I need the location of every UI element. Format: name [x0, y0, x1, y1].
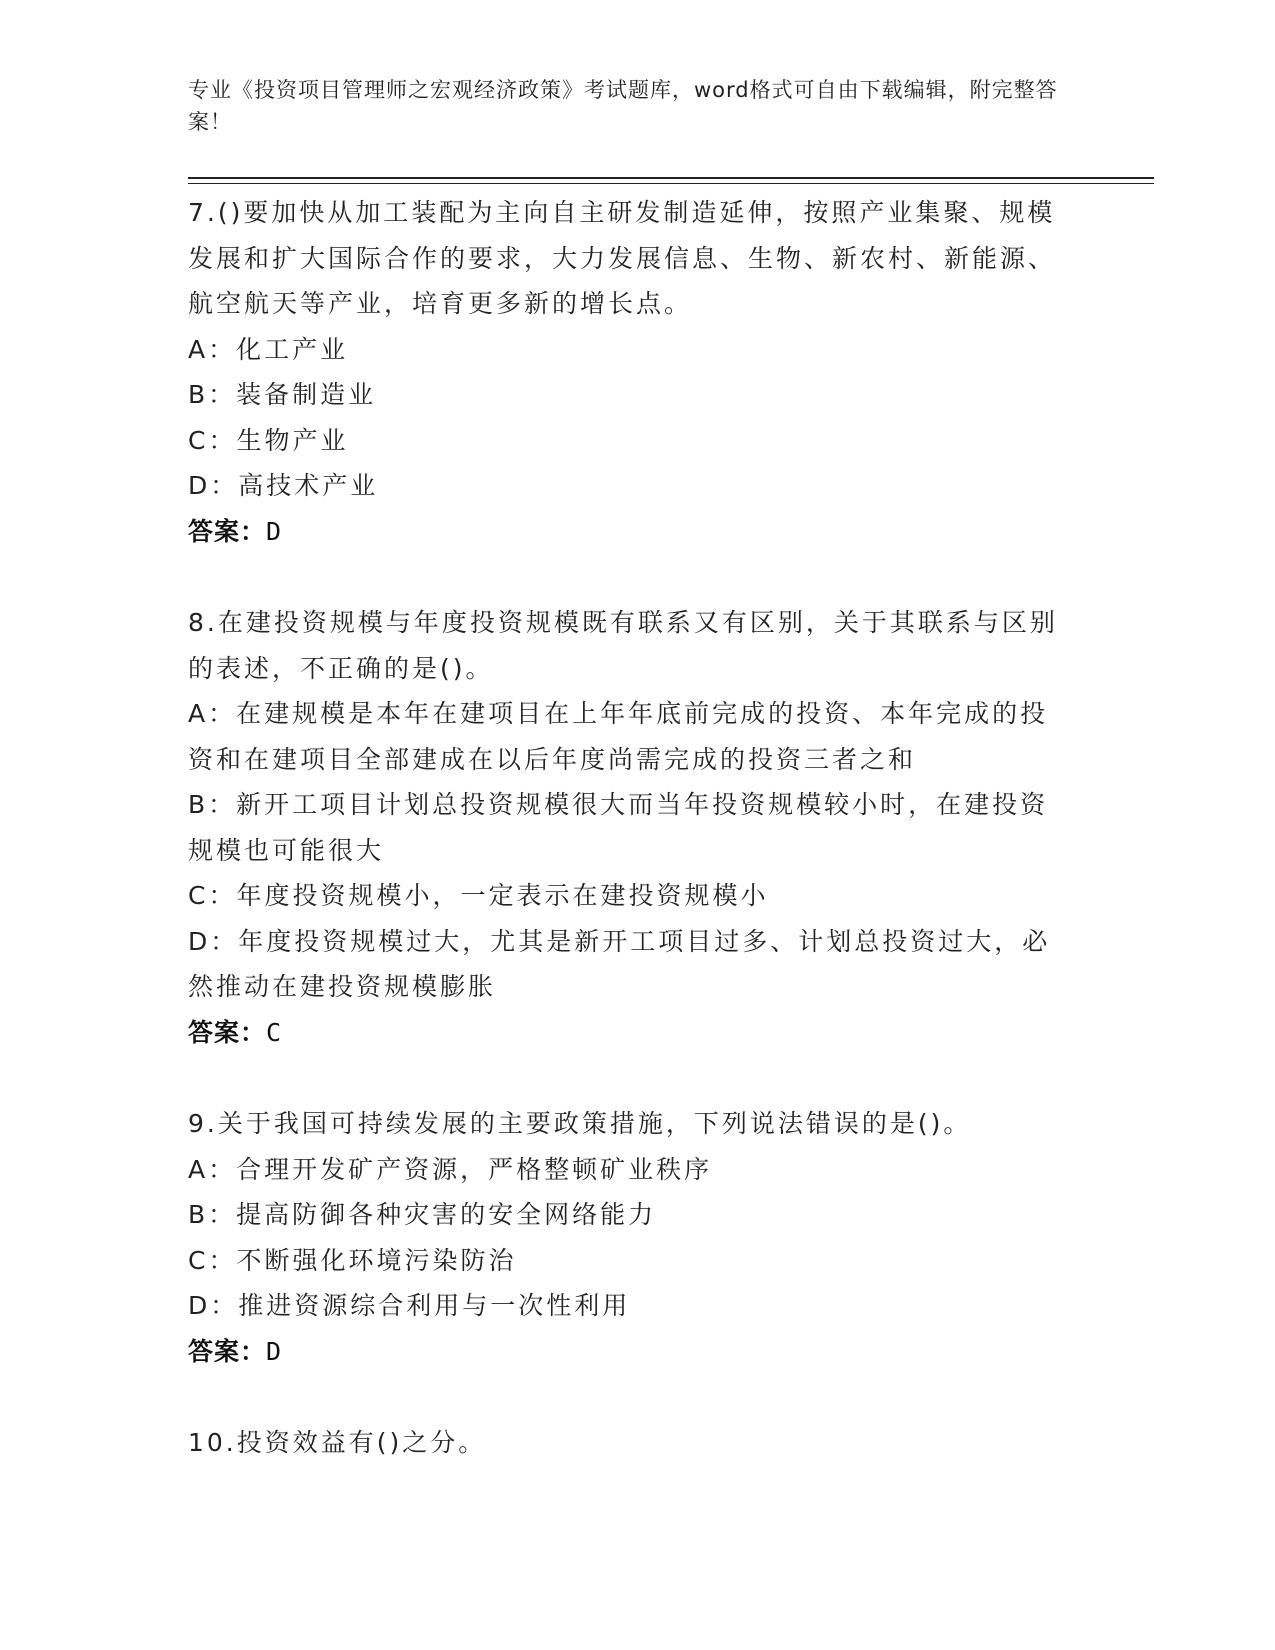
option-c: C：不断强化环境污染防治 — [188, 1245, 517, 1275]
answer-label: 答案： — [188, 1336, 267, 1366]
answer-label: 答案： — [188, 516, 267, 546]
answer-label: 答案： — [188, 1017, 267, 1047]
option-a: A：合理开发矿产资源，严格整顿矿业秩序 — [188, 1154, 713, 1184]
option-b: B：提高防御各种灾害的安全网络能力 — [188, 1200, 657, 1229]
answer-line — [188, 1329, 1068, 1375]
question-7 — [188, 190, 1068, 554]
answer-line — [188, 509, 1068, 555]
header-divider-thin — [188, 183, 1154, 184]
question-list — [188, 190, 1068, 1512]
option-d: D：高技术产业 — [188, 471, 379, 500]
answer-value: C — [266, 1017, 283, 1047]
question-10 — [188, 1420, 1068, 1466]
question-text: 10.投资效益有()之分。 — [188, 1428, 487, 1457]
header-divider-thick — [188, 177, 1154, 179]
question-text: 8.在建投资规模与年度投资规模既有联系又有区别，关于其联系与区别的表述，不正确的是()。 — [188, 608, 1058, 683]
option-d: D：推进资源综合利用与一次性利用 — [188, 1291, 631, 1320]
option-c: C：年度投资规模小，一定表示在建投资规模小 — [188, 881, 769, 910]
question-text: 7.()要加快从加工装配为主向自主研发制造延伸，按照产业集聚、规模发展和扩大国际合作的要求，大力发展信息、生物、新农村、新能源、航空航天等产业，培育更多新的增长点。 — [188, 198, 1057, 318]
answer-value: D — [266, 1336, 283, 1366]
question-9 — [188, 1101, 1068, 1374]
option-a: A：化工产业 — [188, 334, 349, 364]
option-a: A：在建规模是本年在建项目在上年年底前完成的投资、本年完成的投资和在建项目全部建成在以后年度尚需完成的投资三者之和 — [188, 699, 1049, 774]
option-b: B：装备制造业 — [188, 380, 377, 409]
question-text: 9.关于我国可持续发展的主要政策措施，下列说法错误的是()。 — [188, 1109, 972, 1138]
option-c: C：生物产业 — [188, 425, 349, 455]
answer-line — [188, 1010, 1068, 1056]
document-intro: 专业《投资项目管理师之宏观经济政策》考试题库，word格式可自由下载编辑，附完整答案！ — [188, 78, 1058, 134]
question-8 — [188, 600, 1068, 1055]
option-b: B：新开工项目计划总投资规模很大而当年投资规模较小时，在建投资规模也可能很大 — [188, 790, 1049, 865]
answer-value: D — [266, 516, 283, 546]
option-d: D：年度投资规模过大，尤其是新开工项目过多、计划总投资过大，必然推动在建投资规模膨胀 — [188, 926, 1051, 1001]
